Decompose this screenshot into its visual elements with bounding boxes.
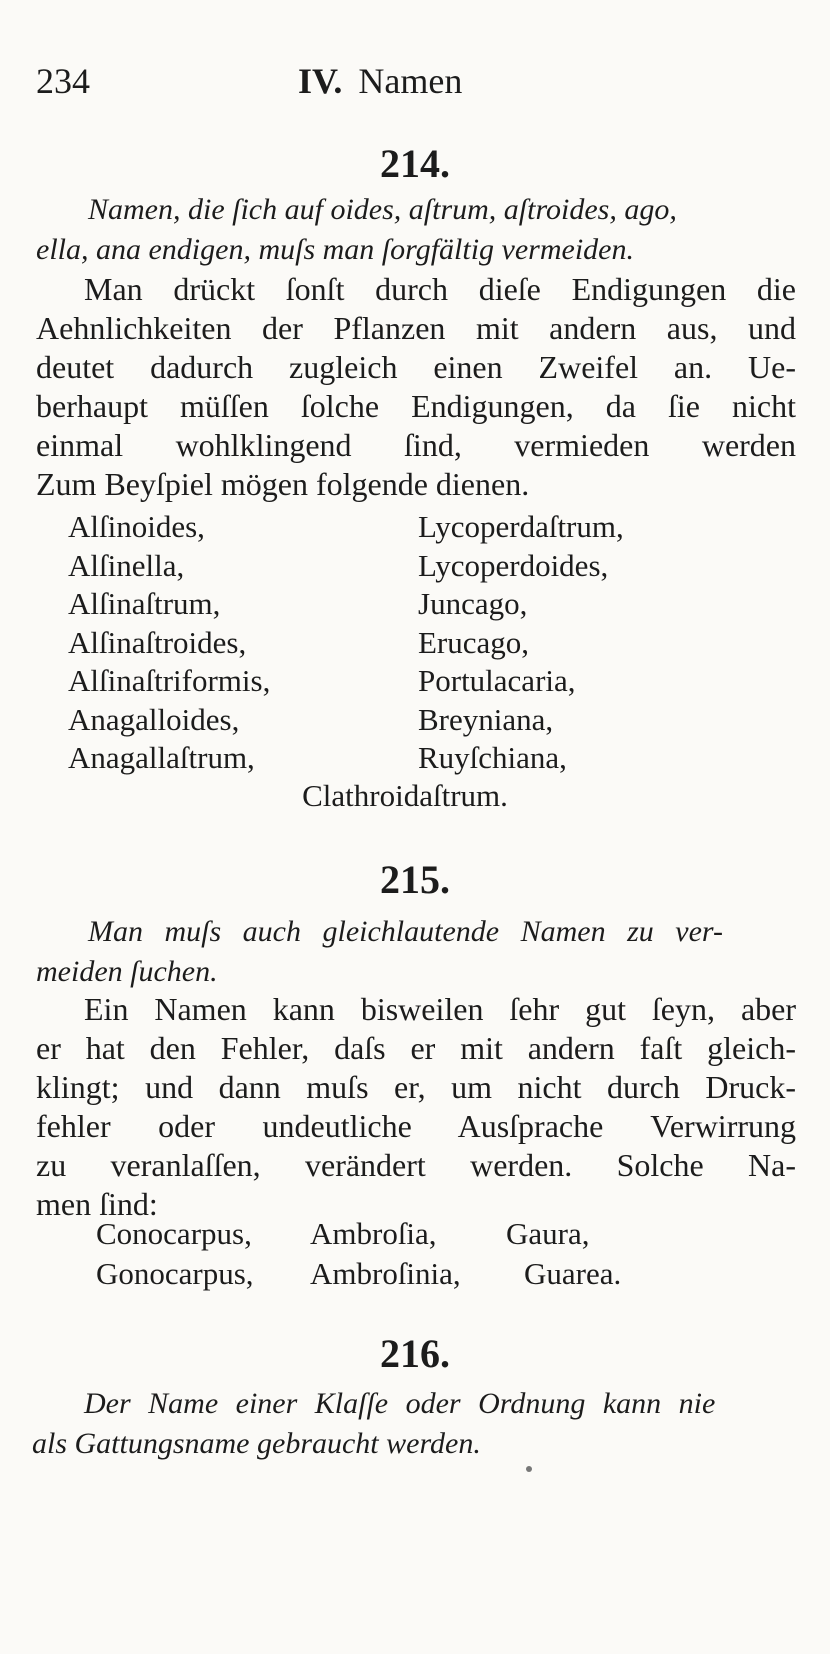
plant-name: Lycoperdaſtrum, [418, 509, 624, 544]
plant-names-left [68, 508, 270, 778]
body-line: Zum Beyſpiel mögen folgende dienen. [36, 466, 530, 502]
plant-name: Alſinaſtriformis, [68, 663, 271, 698]
example-name: Ambroſinia, [310, 1256, 461, 1291]
rule-line: Der Name einer Klaſſe oder Ordnung kann nie [84, 1387, 716, 1420]
plant-name: Breyniana, [418, 701, 554, 737]
body-line: berhaupt müſſen ſolche Endigungen, da ſie nicht [36, 388, 796, 424]
plant-names-right [418, 508, 624, 778]
rule-line: Man muſs auch gleichlautende Namen zu ver- [88, 915, 723, 948]
plant-name: Juncago, [418, 586, 528, 621]
example-name: Ambroſia, [310, 1216, 437, 1251]
body-line: deutet dadurch zugleich einen Zweifel an. Ue- [36, 349, 796, 385]
plant-name: Alſinoides, [68, 509, 205, 544]
section-214-rule [36, 190, 788, 270]
section-216-rule [32, 1384, 784, 1464]
plant-name: Anagallaſtrum, [68, 740, 255, 775]
section-215-body [36, 990, 796, 1224]
body-line: klingt; und dann muſs er, um nicht durch Druck- [36, 1069, 796, 1105]
body-line: fehler oder undeutliche Ausſprache Verwirrung [36, 1108, 796, 1144]
rule-line: als Gattungsname gebraucht werden. [32, 1427, 481, 1460]
example-name: Guarea. [524, 1256, 622, 1291]
plant-name: Anagalloides, [68, 701, 240, 737]
body-line: zu veranlaſſen, verändert werden. Solche Na- [36, 1147, 796, 1183]
section-number-214: 214. [380, 141, 450, 186]
body-line: Ein Namen kann bisweilen ſehr gut ſeyn, aber [84, 991, 796, 1027]
body-line: einmal wohlklingend ſind, vermieden werden [36, 427, 796, 463]
plant-name: Alſinaſtrum, [68, 586, 221, 621]
plant-name: Erucago, [418, 624, 530, 660]
section-number-215: 215. [380, 857, 450, 902]
rule-line: meiden ſuchen. [36, 955, 218, 988]
rule-line: ella, ana endigen, muſs man ſorgfältig vermeiden. [36, 233, 634, 266]
running-head [298, 60, 462, 102]
ink-speck [526, 1466, 532, 1472]
plant-name: Ruyſchiana, [418, 740, 567, 775]
body-line: men ſind: [36, 1186, 158, 1222]
chapter-roman: IV. [298, 61, 343, 101]
plant-name: Lycoperdoides, [418, 547, 609, 583]
rule-line: Namen, die ſich auf oides, aſtrum, aſtroides, ago, [88, 193, 677, 226]
chapter-title: Namen [358, 61, 463, 101]
body-line: Aehnlichkeiten der Pflanzen mit andern aus, und [36, 310, 796, 346]
body-line: er hat den Fehler, daſs er mit andern faſt gleich- [36, 1030, 796, 1066]
example-name: Gaura, [506, 1216, 590, 1251]
section-215-rule [36, 912, 788, 992]
plant-name: Portulacaria, [418, 663, 576, 698]
plant-name: Alſinella, [68, 547, 185, 583]
page-header [36, 50, 796, 106]
example-name: Conocarpus, [96, 1216, 252, 1251]
body-line: Man drückt ſonſt durch dieſe Endigungen die [84, 271, 796, 307]
plant-name-centered: Clathroidaſtrum. [302, 778, 508, 813]
section-number-216: 216. [380, 1331, 450, 1376]
plant-name: Alſinaſtroides, [68, 624, 247, 660]
section-214-body [36, 270, 796, 504]
example-name: Gonocarpus, [96, 1256, 254, 1291]
page-number: 234 [36, 61, 90, 101]
